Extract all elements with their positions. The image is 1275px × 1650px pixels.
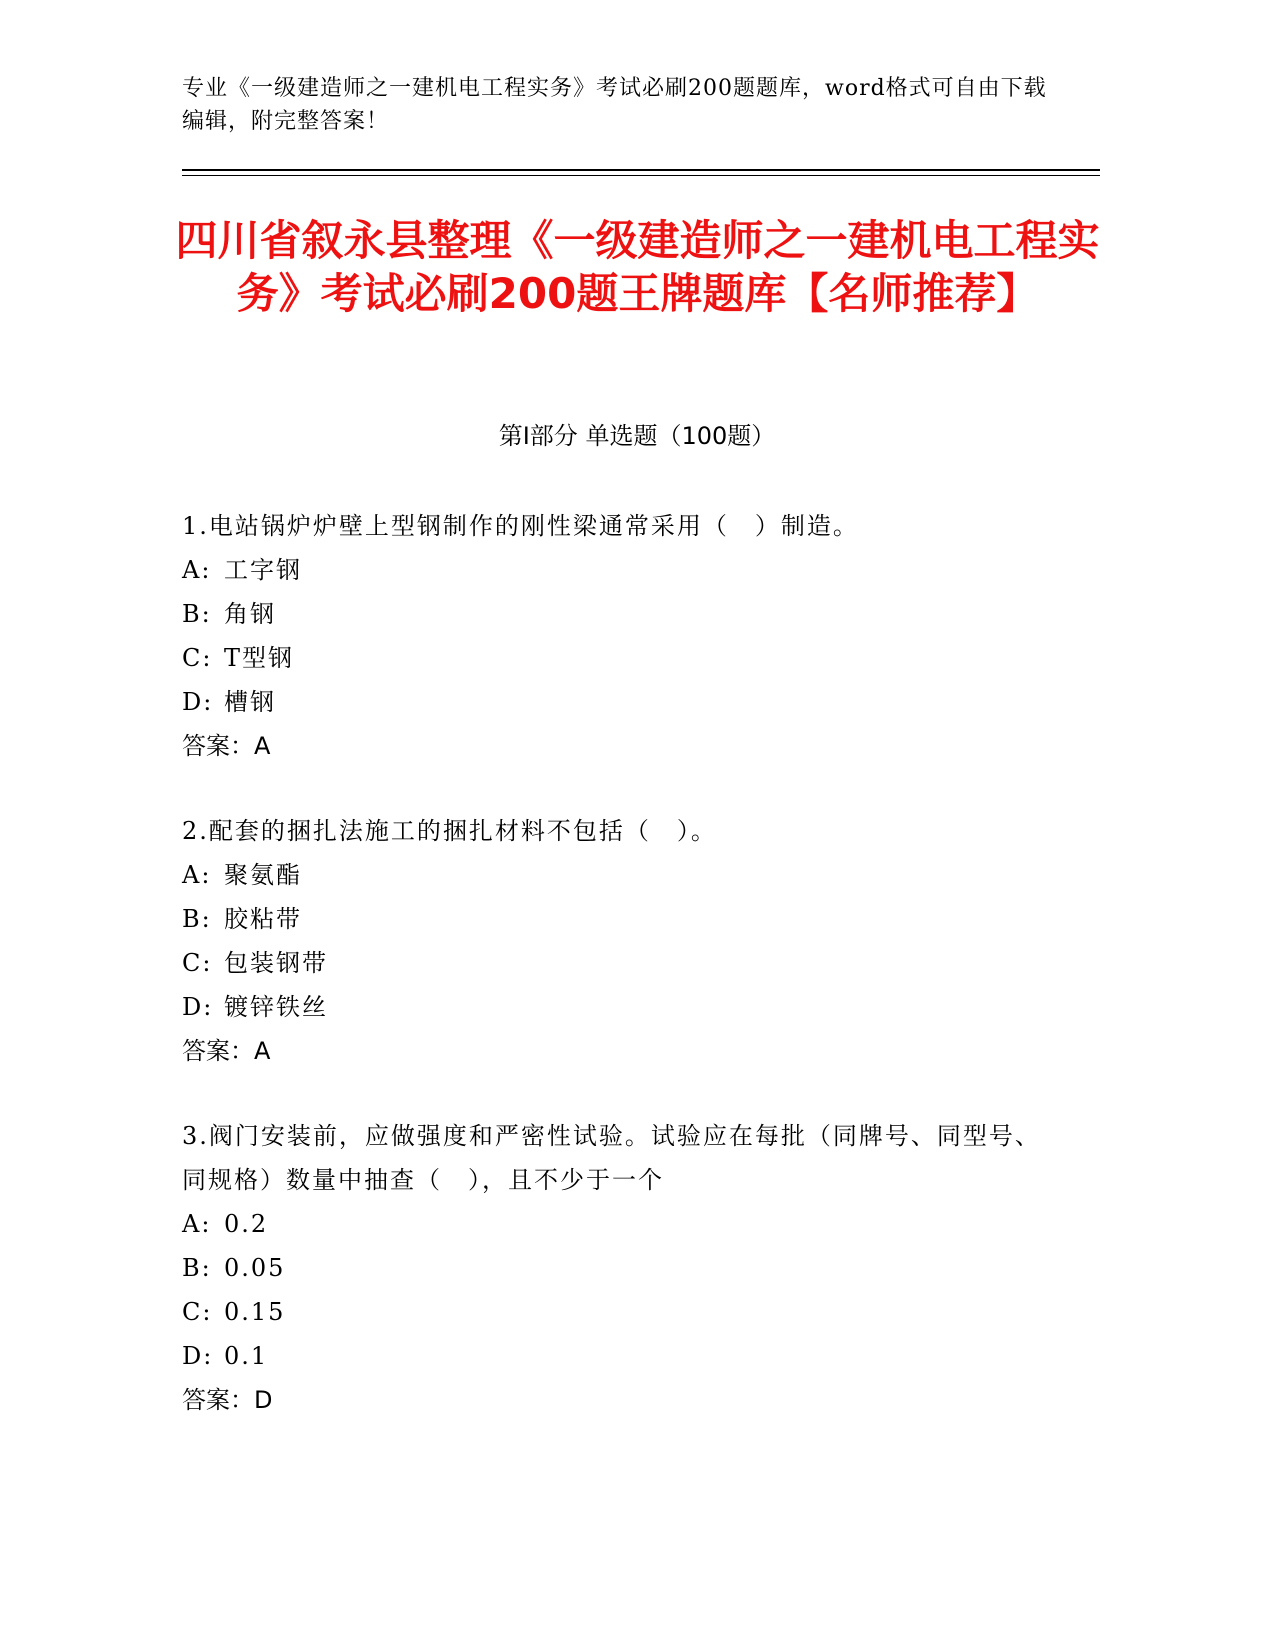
option-key: D: bbox=[182, 1342, 214, 1370]
question-3 bbox=[182, 1114, 1062, 1422]
option-b bbox=[182, 1246, 1062, 1290]
option-text: 0.1 bbox=[224, 1342, 269, 1370]
page-title: 四川省叙永县整理《一级建造师之一建机电工程实务》考试必刷200题王牌题库【名师推荐】 bbox=[175, 216, 1100, 318]
header-rule-thick bbox=[182, 169, 1100, 171]
option-d bbox=[182, 680, 1062, 724]
option-text: 胶粘带 bbox=[224, 905, 302, 933]
option-d bbox=[182, 985, 1062, 1029]
option-key: A: bbox=[182, 556, 212, 584]
option-c bbox=[182, 1290, 1062, 1334]
option-b bbox=[182, 897, 1062, 941]
option-key: A: bbox=[182, 1210, 212, 1238]
option-b bbox=[182, 592, 1062, 636]
section-title: 第I部分 单选题（100题） bbox=[498, 422, 776, 450]
option-key: D: bbox=[182, 993, 214, 1021]
option-c bbox=[182, 941, 1062, 985]
question-stem: 3.阀门安装前，应做强度和严密性试验。试验应在每批（同牌号、同型号、同规格）数量中抽查（ ），且不少于一个 bbox=[182, 1122, 1041, 1194]
option-a bbox=[182, 853, 1062, 897]
question-list bbox=[182, 504, 1062, 1463]
option-key: B: bbox=[182, 1254, 212, 1282]
option-text: T型钢 bbox=[224, 644, 295, 672]
option-d bbox=[182, 1334, 1062, 1378]
option-key: C: bbox=[182, 949, 213, 977]
option-key: D: bbox=[182, 688, 214, 716]
option-text: 0.15 bbox=[224, 1298, 286, 1326]
option-text: 包装钢带 bbox=[224, 949, 328, 977]
option-key: A: bbox=[182, 861, 212, 889]
answer-line: 答案：A bbox=[182, 1037, 271, 1065]
option-key: B: bbox=[182, 600, 212, 628]
option-text: 槽钢 bbox=[224, 688, 276, 716]
answer-line: 答案：A bbox=[182, 732, 271, 760]
option-a bbox=[182, 1202, 1062, 1246]
option-text: 工字钢 bbox=[224, 556, 302, 584]
header-note: 专业《一级建造师之一建机电工程实务》考试必刷200题题库，word格式可自由下载编辑，附完整答案！ bbox=[182, 76, 1047, 134]
option-text: 0.05 bbox=[224, 1254, 286, 1282]
header-rule-thin bbox=[182, 175, 1100, 176]
option-key: C: bbox=[182, 1298, 213, 1326]
answer-line: 答案：D bbox=[182, 1386, 273, 1414]
option-text: 角钢 bbox=[224, 600, 276, 628]
question-stem: 2.配套的捆扎法施工的捆扎材料不包括（ ）。 bbox=[182, 817, 717, 845]
option-text: 镀锌铁丝 bbox=[224, 993, 328, 1021]
question-stem: 1.电站锅炉炉壁上型钢制作的刚性梁通常采用（ ）制造。 bbox=[182, 512, 859, 540]
option-c bbox=[182, 636, 1062, 680]
option-a bbox=[182, 548, 1062, 592]
option-text: 0.2 bbox=[224, 1210, 269, 1238]
question-1 bbox=[182, 504, 1062, 768]
question-2 bbox=[182, 809, 1062, 1073]
option-key: C: bbox=[182, 644, 213, 672]
option-text: 聚氨酯 bbox=[224, 861, 302, 889]
option-key: B: bbox=[182, 905, 212, 933]
